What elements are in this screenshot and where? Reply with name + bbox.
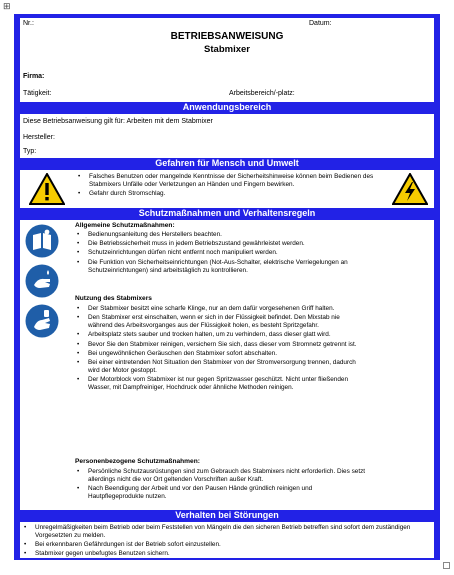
section-heading-gefahren: Gefahren für Mensch und Umwelt	[155, 158, 299, 168]
protection-panel	[20, 220, 434, 510]
personal-measure-item: • Nach Beendigung der Arbeit und vor den Pausen Hände gründlich reinigen und Hautpflegeprodukte nutzen.	[75, 485, 369, 501]
section-heading-anwendungsbereich: Anwendungsbereich	[182, 102, 272, 112]
malfunction-panel	[20, 522, 434, 558]
section-heading-stoerungen: Verhalten bei Störungen	[175, 510, 279, 520]
usage-item: • Der Motorblock vom Stabmixer ist nur gegen Spritzwasser geschützt. Nicht unter fließenden Wasser, mit Dampfreiniger, Hochdruck oder ähnliche Methoden reinigen.	[75, 376, 365, 392]
usage-item: • Bei ungewöhnlichen Geräuschen den Stabmixer sofort abschalten.	[75, 350, 365, 358]
personal-measures-heading: Personenbezogene Schutzmaßnahmen:	[75, 458, 200, 465]
hand-care-icon	[25, 304, 59, 338]
document-subtitle: Stabmixer	[204, 44, 250, 55]
header-panel	[20, 18, 434, 102]
usage-item: • Den Stabmixer erst einschalten, wenn er sich in der Flüssigkeit befindet. Den Mixstab nie während des Arbeitsvorganges aus der Flüssigkeit holen, es besteht Spritzgefahr.	[75, 314, 365, 330]
personal-measures-list	[75, 468, 369, 502]
document-title: BETRIEBSANWEISUNG	[170, 31, 284, 42]
operating-instruction-sheet	[14, 14, 440, 560]
section-heading-schutzmassnahmen: Schutzmaßnahmen und Verhaltensregeln	[138, 208, 316, 218]
read-manual-icon	[25, 224, 59, 258]
general-measure-item: • Die Betriebssicherheit muss in jedem Betriebszustand gewährleistet werden.	[75, 240, 375, 248]
usage-item: • Arbeitsplatz stets sauber und trocken halten, um zu verhindern, dass dieser glatt wird.	[75, 331, 365, 339]
wash-hands-icon	[25, 264, 59, 298]
typ-label: Typ:	[23, 148, 37, 155]
hersteller-label: Hersteller:	[23, 134, 55, 141]
arbeitsbereich-label: Arbeitsbereich/-platz:	[229, 90, 295, 97]
move-handle-icon[interactable]: ⊞	[3, 1, 11, 11]
hazard-panel	[20, 170, 434, 208]
malfunction-item: • Unregelmäßigkeiten beim Betrieb oder beim Feststellen von Mängeln die den sicheren Betrieb betreffen sind sofort dem zuständigen Vorgesetzten zu melden.	[22, 524, 428, 540]
hazard-item: • Falsches Benutzen oder mangelnde Kenntnisse der Sicherheitshinweise können beim Bedienen des Stabmixers Unfälle oder Verletzungen an Händen und Fingern bewirken.	[76, 173, 386, 189]
malfunction-item: • Bei erkennbaren Gefährdungen ist der Betrieb sofort einzustellen.	[22, 541, 428, 549]
usage-heading: Nutzung des Stabmixers	[75, 295, 152, 302]
datum-label: Datum:	[309, 20, 332, 27]
scope-text: Diese Betriebsanweisung gilt für: Arbeiten mit dem Stabmixer	[23, 118, 213, 125]
general-measures-heading: Allgemeine Schutzmaßnahmen:	[75, 222, 175, 229]
general-measure-item: • Bedienungsanleitung des Herstellers beachten.	[75, 231, 375, 239]
hazard-list	[76, 173, 386, 199]
nr-label: Nr.:	[23, 20, 34, 27]
general-measure-item: • Schutzeinrichtungen dürfen nicht entfernt noch manipuliert werden.	[75, 249, 375, 257]
usage-item: • Der Stabmixer besitzt eine scharfe Klinge, nur an dem dafür vorgesehenen Griff halten.	[75, 305, 365, 313]
hazard-item: • Gefahr durch Stromschlag.	[76, 190, 386, 198]
scope-panel	[20, 114, 434, 158]
usage-list	[75, 305, 365, 393]
usage-item: • Bei einer eintretenden Not Situation den Stabmixer von der Stromversorgung trennen, dadurch wird der Motor gestoppt.	[75, 359, 365, 375]
electric-hazard-icon	[392, 173, 428, 205]
usage-item: • Bevor Sie den Stabmixer reinigen, versichern Sie sich, dass dieser vom Stromnetz getrennt ist.	[75, 341, 365, 349]
general-measure-item: • Die Funktion von Sicherheitseinrichtungen (Not-Aus-Schalter, elektrische Verriegelungen an Schutzeinrichtungen) sind arbeitstäglich zu kontrollieren.	[75, 259, 375, 275]
malfunction-list	[22, 524, 428, 560]
firma-label: Firma:	[23, 73, 45, 80]
malfunction-item: • Stabmixer gegen unbefugtes Benutzen sichern.	[22, 550, 428, 558]
warning-general-icon	[29, 173, 65, 205]
general-measures-list	[75, 231, 375, 276]
personal-measure-item: • Persönliche Schutzausrüstungen sind zum Gebrauch des Stabmixers nicht erforderlich. Dies setzt allerdings nicht die vor Ort geltenden Vorschriften außer Kraft.	[75, 468, 369, 484]
taetigkeit-label: Tätigkeit:	[23, 90, 52, 97]
resize-handle-icon[interactable]	[443, 562, 450, 569]
